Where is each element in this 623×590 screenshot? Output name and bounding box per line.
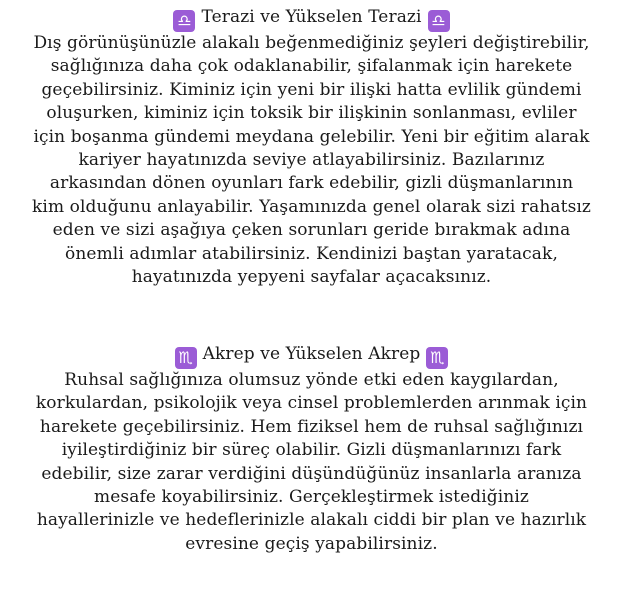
paragraph-line: kariyer hayatınızda seviye atlayabilirsiniz. Bazılarınız bbox=[78, 150, 545, 171]
libra-section bbox=[0, 6, 623, 289]
paragraph-line: önemli adımlar atabilirsiniz. Kendinizi baştan yaratacak, bbox=[65, 243, 558, 264]
libra-title-text: Terazi ve Yükselen Terazi bbox=[201, 7, 422, 27]
paragraph-line: korkulardan, psikolojik veya cinsel problemlerden arınmak için bbox=[35, 393, 588, 414]
scorpio-sign-icon: ♏ bbox=[426, 347, 448, 369]
libra-sign-icon: ♎ bbox=[173, 10, 195, 32]
paragraph-line: edebilir, size zarar verdiğini düşündüğünüz insanlarla aranıza bbox=[41, 463, 582, 484]
paragraph-line: Ruhsal sağlığınıza olumsuz yönde etki eden kaygılardan, bbox=[64, 370, 559, 390]
paragraph-line: kim olduğunu anlayabilir. Yaşamınızda genel olarak sizi rahatsız bbox=[32, 196, 591, 217]
scorpio-section bbox=[0, 343, 623, 556]
paragraph-line: oluşurken, kiminiz için toksik bir ilişkinin sonlanması, evliler bbox=[46, 103, 577, 124]
paragraph-line: Dış görünüşünüzle alakalı beğenmediğiniz şeyleri değiştirebilir, bbox=[33, 33, 590, 53]
scorpio-title-text: Akrep ve Yükselen Akrep bbox=[202, 344, 421, 364]
paragraph-line: evresine geçiş yapabilirsiniz. bbox=[185, 533, 438, 554]
scorpio-section-title bbox=[0, 343, 623, 369]
paragraph-line: sağlığınıza daha çok odaklanabilir, şifalanmak için harekete bbox=[50, 56, 573, 77]
paragraph-line: harekete geçebilirsiniz. Hem fiziksel hem de ruhsal sağlığınızı bbox=[39, 416, 584, 437]
libra-sign-icon: ♎ bbox=[428, 10, 450, 32]
paragraph-line: mesafe koyabilirsiniz. Gerçekleştirmek istediğiniz bbox=[94, 487, 529, 508]
paragraph-line: hayallerinizle ve hedeflerinizle alakalı ciddi bir plan ve hazırlık bbox=[36, 510, 587, 531]
libra-section-title bbox=[0, 6, 623, 32]
paragraph-line: için boşanma gündemi meydana gelebilir. Yeni bir eğitim alarak bbox=[33, 126, 590, 147]
paragraph-line: eden ve sizi aşağıya çeken sorunları geride bırakmak adına bbox=[52, 220, 571, 241]
paragraph-line: iyileştirdiğiniz bir süreç olabilir. Gizli düşmanlarınızı fark bbox=[61, 440, 562, 461]
scorpio-sign-icon: ♏ bbox=[175, 347, 197, 369]
paragraph-line: hayatınızda yepyeni sayfalar açacaksınız. bbox=[131, 267, 492, 288]
paragraph-line: arkasından dönen oyunları fark edebilir, gizli düşmanlarının bbox=[49, 173, 574, 194]
paragraph-line: geçebilirsiniz. Kiminiz için yeni bir ilişki hatta evlilik gündemi bbox=[41, 79, 582, 100]
